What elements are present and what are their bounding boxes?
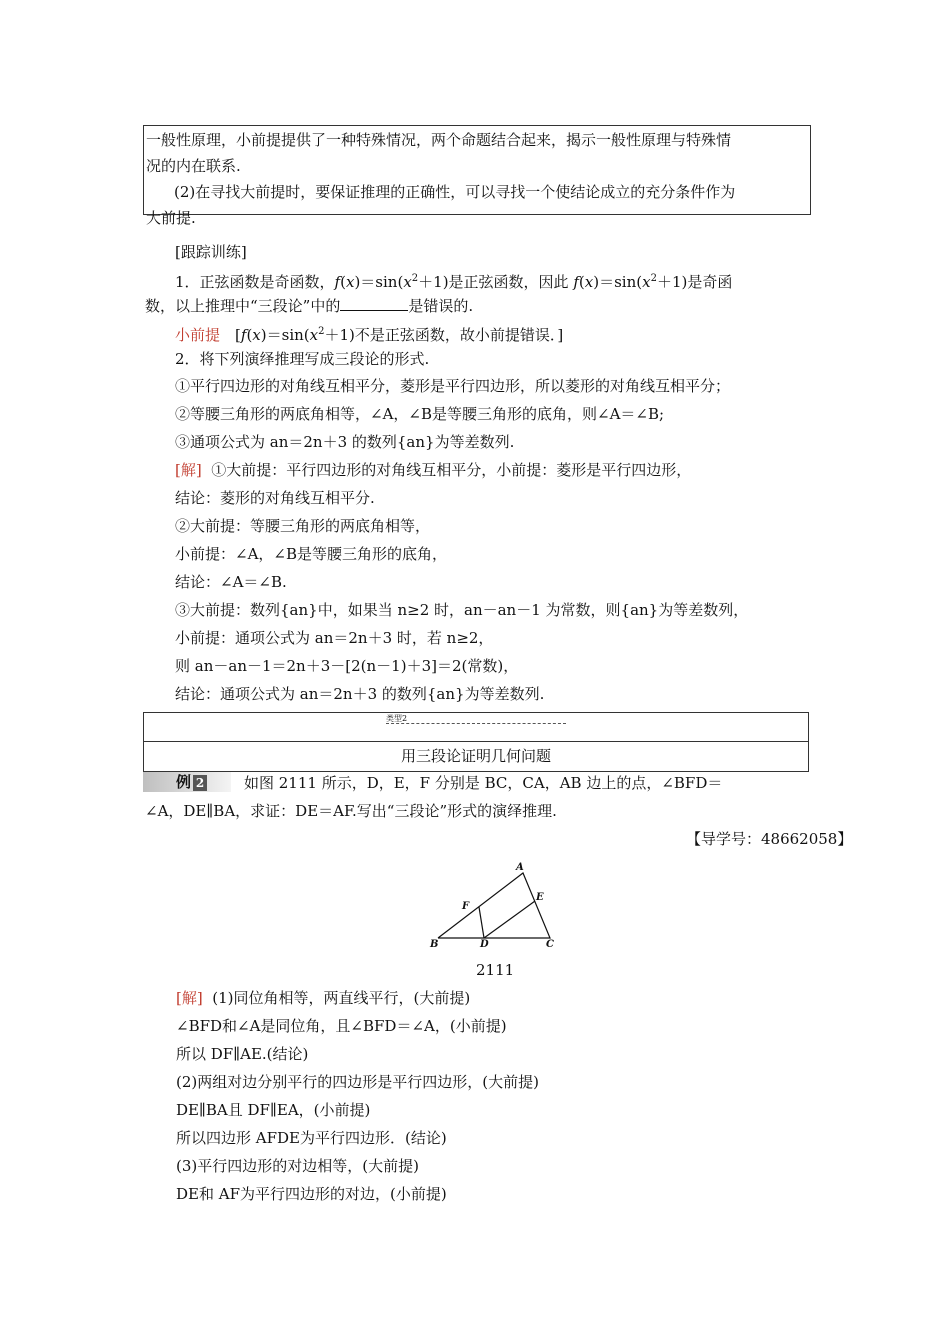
label-b: B (430, 939, 439, 950)
answer-1: 小前提 [$f(x)=\sin(x^2+1)$不是正弦函数，故小前提错误．] (175, 326, 564, 344)
solution-line-1: [解] ①大前提：平行四边形的对角线互相平分，小前提：菱形是平行四边形， (175, 461, 692, 479)
question-2-item-3: ③通项公式为 an＝2n＋3 的数列{an}为等差数列. (175, 433, 515, 451)
solution2-line-5: DE∥BA且 DF∥EA，(小前提) (176, 1101, 371, 1119)
label-d: D (480, 939, 489, 950)
solution2-tag: [解] (176, 989, 203, 1007)
segment-fd (479, 907, 484, 938)
solution2-line-2: ∠BFD和∠A是同位角，且∠BFD＝∠A，(小前提) (176, 1017, 507, 1035)
solution-line-6: ③大前提：数列{an}中，如果当 n≥2 时，an－an－1 为常数，则{an}为等差数列， (175, 601, 749, 619)
example-line-2: ∠A，DE∥BA，求证：DE＝AF.写出“三段论”形式的演绎推理. (145, 802, 557, 820)
question-2-item-2: ②等腰三角形的两底角相等，∠A，∠B是等腰三角形的底角，则∠A＝∠B; (175, 405, 665, 423)
solution-line-5: 结论：∠A＝∠B. (175, 573, 287, 591)
solution2-line-3: 所以 DF∥AE.(结论) (176, 1045, 309, 1063)
label-c: C (546, 939, 554, 950)
solution2-line-4: (2)两组对边分别平行的四边形是平行四边形，(大前提) (176, 1073, 539, 1091)
summary-box (143, 125, 811, 227)
figure-caption: 2111 (476, 961, 515, 979)
label-f: F (462, 901, 470, 912)
box-line-2: 况的内在联系. (146, 157, 241, 175)
solution-line-7: 小前提：通项公式为 an＝2n＋3 时，若 n≥2， (175, 629, 494, 647)
solution2-line-1: [解] (1)同位角相等，两直线平行，(大前提) (176, 989, 471, 1007)
solution-line-2: 结论：菱形的对角线互相平分. (175, 489, 375, 507)
example-label: 例 2 (176, 773, 207, 791)
solution-tag: [解] (175, 461, 202, 479)
topic-tag-dash (386, 723, 566, 724)
box-line-4: 大前提. (146, 209, 196, 227)
box-line-3: (2)在寻找大前提时，要保证推理的正确性，可以寻找一个使结论成立的充分条件作为 (174, 183, 736, 201)
triangle-figure (420, 860, 570, 950)
topic-title: 用三段论证明几何问题 (400, 747, 551, 765)
example-line-1: 如图 2111 所示，D，E，F 分别是 BC，CA，AB 边上的点，∠BFD＝ (244, 774, 723, 792)
solution2-line-8: DE和 AF为平行四边形的对边，(小前提) (176, 1185, 447, 1203)
solution-line-8: 则 an－an－1＝2n＋3－[2(n－1)＋3]＝2(常数)， (175, 657, 519, 675)
topic-divider (144, 741, 808, 742)
solution-line-9: 结论：通项公式为 an＝2n＋3 的数列{an}为等差数列. (175, 685, 545, 703)
segment-de (484, 901, 535, 938)
box-line-1: 一般性原理，小前提提供了一种特殊情况，两个命题结合起来，揭示一般性原理与特殊情 (146, 131, 732, 149)
triangle-abc (438, 873, 550, 938)
solution-line-3: ②大前提：等腰三角形的两底角相等， (175, 517, 431, 535)
solution-line-4: 小前提：∠A，∠B是等腰三角形的底角， (175, 545, 447, 563)
example-ref: 【导学号：48662058】 (686, 830, 853, 848)
label-a: A (516, 862, 524, 873)
label-e: E (536, 892, 544, 903)
answer-blank (340, 296, 408, 311)
practice-heading: [跟踪训练] (175, 243, 247, 261)
solution2-line-7: (3)平行四边形的对边相等，(大前提) (176, 1157, 419, 1175)
solution2-line-6: 所以四边形 AFDE为平行四边形．(结论) (176, 1129, 447, 1147)
topic-tag: 类型2 (386, 714, 408, 723)
question-2-item-1: ①平行四边形的对角线互相平分，菱形是平行四边形，所以菱形的对角线互相平分； (175, 377, 731, 395)
question-1-line-1: 1．正弦函数是奇函数，$f(x)=\sin(x^2+1)$是正弦函数，因此 $f(x)=\sin(x^2+1)$是奇函 (175, 273, 733, 291)
question-2: 2．将下列演绎推理写成三段论的形式. (175, 350, 430, 368)
topic-box (143, 712, 809, 772)
question-1-line-2: 数，以上推理中“三段论”中的 是错误的. (145, 297, 474, 315)
